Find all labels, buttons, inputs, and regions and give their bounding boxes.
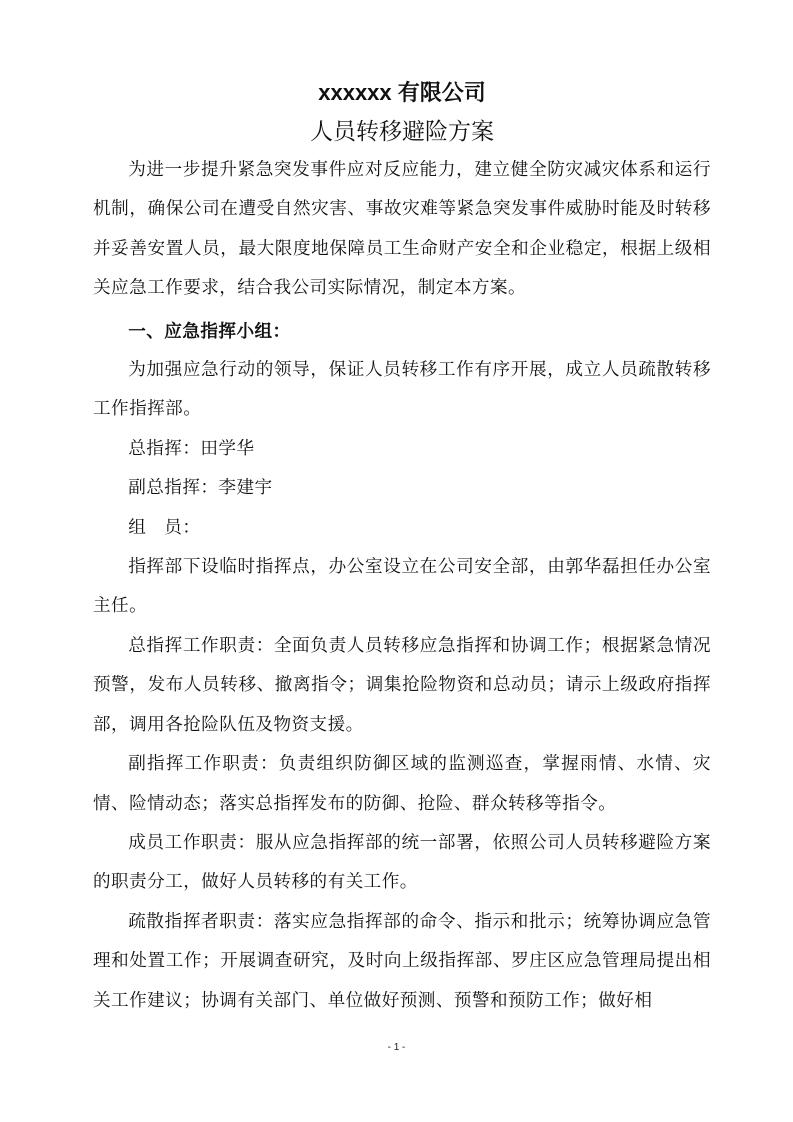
document-title: 人员转移避险方案 xyxy=(310,119,494,145)
paragraph-members: 组 员： xyxy=(128,517,201,538)
intro-paragraph: 为进一步提升紧急突发事件应对反应能力，建立健全防灾减灾体系和运行机制，确保公司在遭受自然灾害、事故灾难等紧急突发事件威胁时能及时转移并妥善安置人员，最大限度地保障员工生命财产安全和企业稳定，根据上级相关应急工作要求，结合我公司实际情况，制定本方案。 xyxy=(93,160,711,299)
section-heading-command-group: 一、应急指挥小组： xyxy=(128,320,291,341)
paragraph-deputy-commander: 副总指挥：李建宇 xyxy=(128,478,273,499)
company-title: xxxxxx 有限公司 xyxy=(318,80,486,105)
paragraph-chief-commander: 总指挥：田学华 xyxy=(128,438,255,459)
paragraph-command-setup: 为加强应急行动的领导，保证人员转移工作有序开展，成立人员疏散转移工作指挥部。 xyxy=(93,360,711,420)
document-body xyxy=(93,151,711,1021)
paragraph-office: 指挥部下设临时指挥点，办公室设立在公司安全部，由郭华磊担任办公室主任。 xyxy=(93,557,711,617)
paragraph-evacuation-duties: 疏散指挥者职责：落实应急指挥部的命令、指示和批示；统筹协调应急管理和处置工作；开展调查研究，及时向上级指挥部、罗庄区应急管理局提出相关工作建议；协调有关部门、单位做好预测、预警和预防工作；做好相 xyxy=(93,911,711,1011)
paragraph-chief-duties: 总指挥工作职责：全面负责人员转移应急指挥和协调工作；根据紧急情况预警，发布人员转移、撤离指令；调集抢险物资和总动员；请示上级政府指挥部，调用各抢险队伍及物资支援。 xyxy=(93,635,711,735)
paragraph-member-duties: 成员工作职责：服从应急指挥部的统一部署，依照公司人员转移避险方案的职责分工，做好人员转移的有关工作。 xyxy=(93,832,711,893)
paragraph-deputy-duties: 副指挥工作职责：负责组织防御区域的监测巡查，掌握雨情、水情、灾情、险情动态；落实总指挥发布的防御、抢险、群众转移等指令。 xyxy=(93,754,711,814)
page-number: - 1 - xyxy=(387,1042,406,1053)
